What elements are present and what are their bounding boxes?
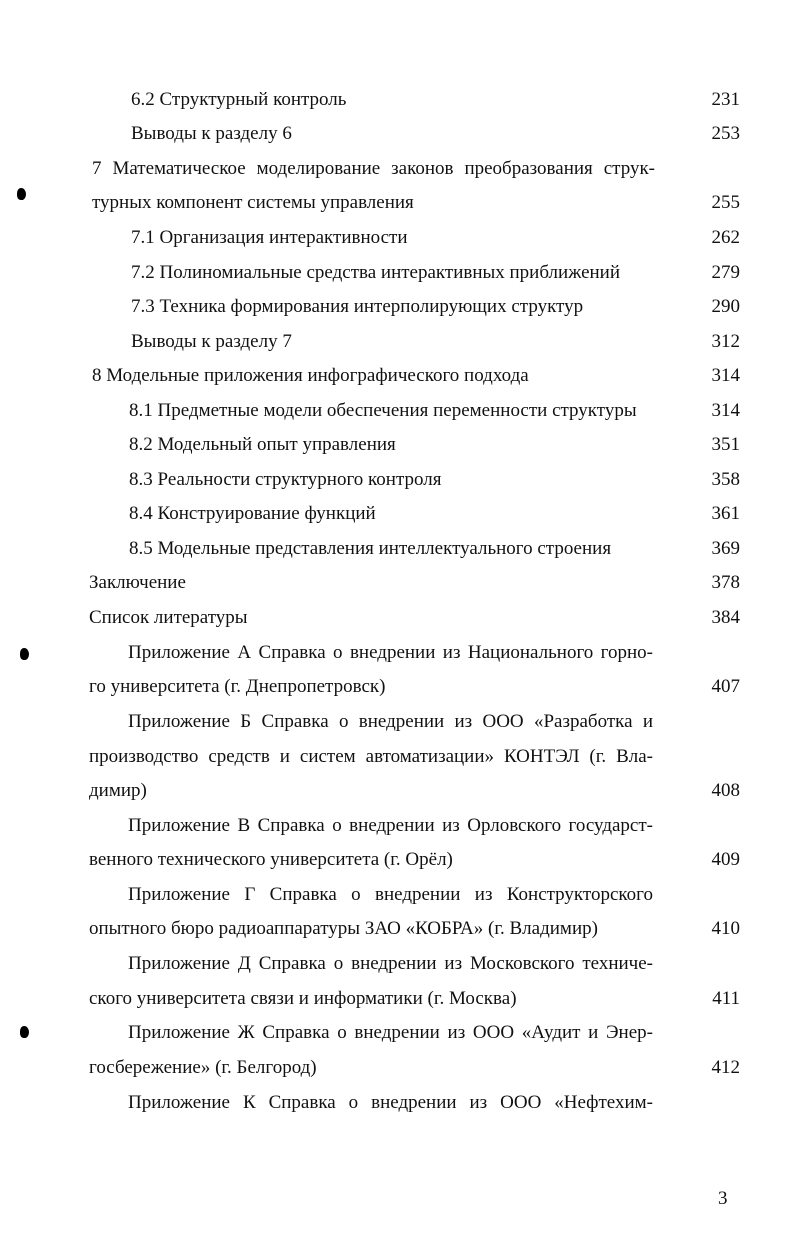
toc-entry-title: Приложение Г Справка о внедрении из Конструкторского <box>128 884 653 905</box>
toc-entry-page: 407 <box>711 676 740 697</box>
toc-entry-page: 314 <box>711 365 740 386</box>
toc-entry-page: 378 <box>711 572 740 593</box>
toc-entry-title: Выводы к разделу 7 <box>131 331 292 352</box>
toc-entry-title: Приложение Д Справка о внедрении из Московского техниче- <box>128 953 653 974</box>
toc-entry-title: 8.3 Реальности структурного контроля <box>129 469 442 490</box>
toc-entry-title: димир) <box>89 780 147 801</box>
toc-entry-title: Список литературы <box>89 607 248 628</box>
toc-entry-page: 262 <box>711 227 740 248</box>
toc-entry-title: Приложение Б Справка о внедрении из ООО «Разработка и <box>128 711 653 732</box>
toc-entry-title: 8.5 Модельные представления интеллектуального строения <box>129 538 612 559</box>
toc-entry-page: 314 <box>711 400 740 421</box>
toc-entry-title: госбережение» (г. Белгород) <box>89 1057 317 1078</box>
toc-entry-title: Приложение К Справка о внедрении из ООО «Нефтехим- <box>128 1092 653 1113</box>
toc-entry-title: 7.3 Техника формирования интерполирующих структур <box>131 296 584 317</box>
toc-entry-title: Приложение А Справка о внедрении из Национального горно- <box>128 642 653 663</box>
toc-entry-page: 412 <box>711 1057 740 1078</box>
toc-entry-title: го университета (г. Днепропетровск) <box>89 676 386 697</box>
toc-entry-title: Приложение Ж Справка о внедрении из ООО «Аудит и Энер- <box>128 1022 653 1043</box>
toc-entry-page: 411 <box>712 988 740 1009</box>
toc-entry-page: 255 <box>711 192 740 213</box>
toc-entry-page: 279 <box>711 262 740 283</box>
toc-entry-page: 410 <box>711 918 740 939</box>
toc-entry-page: 358 <box>711 469 740 490</box>
toc-entry-page: 361 <box>711 503 740 524</box>
page-number: 3 <box>718 1188 728 1209</box>
toc-entry-title: 7.2 Полиномиальные средства интерактивных приближений <box>131 262 621 283</box>
toc-entry-title: турных компонент системы управления <box>92 192 414 213</box>
toc-entry-title: 7.1 Организация интерактивности <box>131 227 408 248</box>
toc-entry-title: 6.2 Структурный контроль <box>131 89 347 110</box>
toc-entry-title: производство средств и систем автоматизации» КОНТЭЛ (г. Вла- <box>89 746 653 767</box>
toc-entry-title: 8.4 Конструирование функций <box>129 503 376 524</box>
toc-entry-title: венного технического университета (г. Орёл) <box>89 849 453 870</box>
toc-entry-page: 408 <box>711 780 740 801</box>
binding-hole-mark <box>20 1026 29 1038</box>
binding-hole-mark <box>17 188 26 200</box>
toc-entry-title: 8.2 Модельный опыт управления <box>129 434 396 455</box>
toc-entry-title: 8 Модельные приложения инфографического подхода <box>92 365 529 386</box>
toc-entry-title: 7 Математическое моделирование законов преобразования струк- <box>92 158 655 179</box>
toc-entry-title: опытного бюро радиоаппаратуры ЗАО «КОБРА» (г. Владимир) <box>89 918 598 939</box>
toc-entry-page: 253 <box>711 123 740 144</box>
binding-hole-mark <box>20 648 29 660</box>
toc-entry-title: Выводы к разделу 6 <box>131 123 292 144</box>
toc-entry-page: 384 <box>711 607 740 628</box>
toc-entry-page: 231 <box>711 89 740 110</box>
toc-entry-page: 351 <box>711 434 740 455</box>
toc-entry-title: Заключение <box>89 572 186 593</box>
toc-entry-page: 369 <box>711 538 740 559</box>
toc-entry-page: 409 <box>711 849 740 870</box>
toc-entry-page: 312 <box>711 331 740 352</box>
toc-entry-title: Приложение В Справка о внедрении из Орловского государст- <box>128 815 653 836</box>
toc-entry-title: ского университета связи и информатики (г. Москва) <box>89 988 517 1009</box>
toc-entry-page: 290 <box>711 296 740 317</box>
toc-entry-title: 8.1 Предметные модели обеспечения переменности структуры <box>129 400 637 421</box>
